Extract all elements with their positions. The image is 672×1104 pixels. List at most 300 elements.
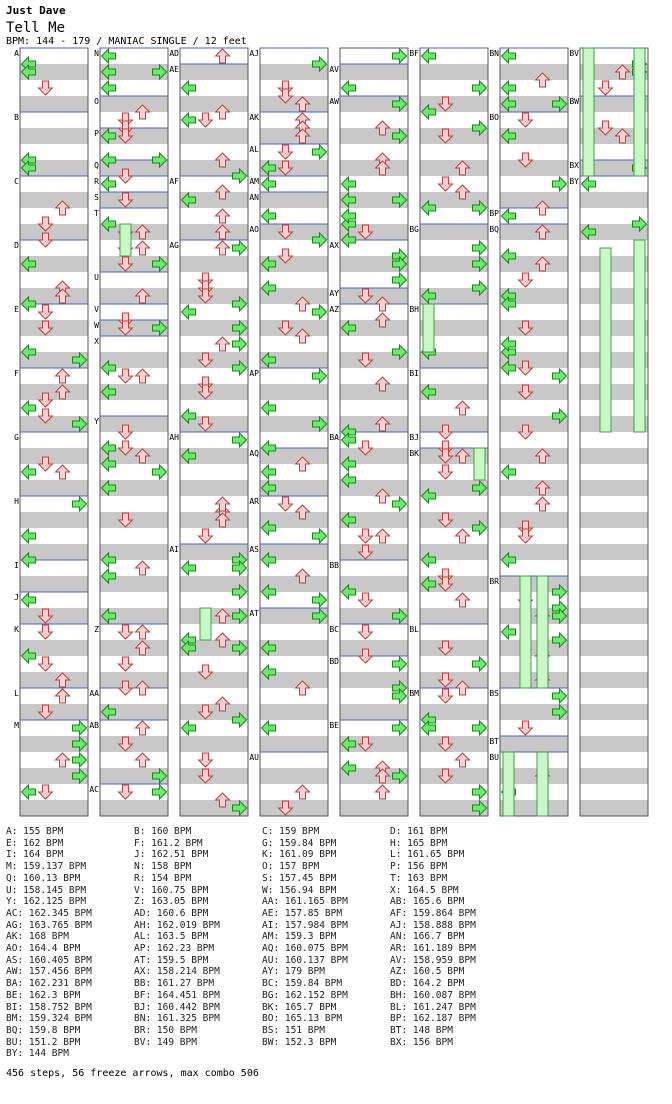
beat-stripe xyxy=(420,368,488,384)
beat-stripe xyxy=(20,672,88,688)
bpm-entry: O: 157 BPM xyxy=(262,861,320,873)
bpm-entry: AL: 163.5 BPM xyxy=(134,931,209,943)
bpm-marker-label: AJ xyxy=(249,49,259,58)
bpm-entry: AM: 159.3 BPM xyxy=(262,931,337,943)
beat-stripe xyxy=(180,752,248,768)
beat-stripe xyxy=(100,400,168,416)
chart-info: BPM: 144 - 179 / MANIAC SINGLE / 12 feet xyxy=(6,36,247,47)
bpm-entry: M: 159.137 BPM xyxy=(6,861,87,873)
bpm-entry: BU: 151.2 BPM xyxy=(6,1036,81,1048)
bpm-marker-label: AX xyxy=(329,241,339,250)
bpm-entry: F: 161.2 BPM xyxy=(134,837,203,849)
bpm-entry: BT: 148 BPM xyxy=(390,1024,453,1036)
bpm-entry: AD: 160.6 BPM xyxy=(134,907,209,919)
bpm-entry: T: 163 BPM xyxy=(390,872,448,884)
bpm-marker-label: Y xyxy=(94,417,99,426)
bpm-entry: J: 162.51 BPM xyxy=(134,849,209,861)
bpm-marker-label: AU xyxy=(249,753,259,762)
beat-stripe xyxy=(180,784,248,800)
song-title: Tell Me xyxy=(6,20,66,36)
bpm-marker-label: M xyxy=(14,721,19,730)
beat-stripe xyxy=(100,640,168,656)
beat-stripe xyxy=(500,656,568,672)
bpm-entry: AJ: 158.888 BPM xyxy=(390,919,476,931)
bpm-marker-label: BC xyxy=(329,625,339,634)
bpm-marker-label: G xyxy=(14,433,19,442)
beat-stripe xyxy=(500,384,568,400)
bpm-marker-label: O xyxy=(94,97,99,106)
bpm-entry: W: 156.94 BPM xyxy=(262,884,337,896)
bpm-marker-label: AL xyxy=(249,145,259,154)
bpm-marker-label: BK xyxy=(409,449,419,458)
freeze-arrow xyxy=(120,224,131,256)
freeze-arrow xyxy=(503,752,514,816)
beat-stripe xyxy=(180,528,248,544)
bpm-entry: AQ: 160.075 BPM xyxy=(262,943,348,955)
beat-stripe xyxy=(580,720,648,736)
beat-stripe xyxy=(340,528,408,544)
beat-stripe xyxy=(180,48,248,64)
beat-stripe xyxy=(580,672,648,688)
freeze-arrow xyxy=(634,240,645,432)
bpm-marker-label: K xyxy=(14,625,19,634)
beat-stripe xyxy=(180,480,248,496)
beat-stripe xyxy=(340,64,408,80)
beat-stripe xyxy=(180,208,248,224)
bpm-marker-label: BI xyxy=(409,369,419,378)
bpm-entry: BF: 164.451 BPM xyxy=(134,989,220,1001)
beat-stripe xyxy=(420,64,488,80)
bpm-marker-label: BL xyxy=(409,625,419,634)
beat-stripe xyxy=(500,144,568,160)
bpm-marker-label: AV xyxy=(329,65,339,74)
bpm-entry: AU: 160.137 BPM xyxy=(262,954,348,966)
beat-stripe xyxy=(20,192,88,208)
beat-stripe xyxy=(260,752,328,768)
bpm-entry: BK: 165.7 BPM xyxy=(262,1001,337,1013)
bpm-marker-label: Z xyxy=(94,625,99,634)
bpm-marker-label: BO xyxy=(489,113,499,122)
bpm-marker-label: BF xyxy=(409,49,419,58)
beat-stripe xyxy=(100,528,168,544)
beat-stripe xyxy=(100,592,168,608)
bpm-entry: BP: 162.187 BPM xyxy=(390,1013,476,1025)
bpm-entry: Q: 160.13 BPM xyxy=(6,872,81,884)
bpm-marker-label: BR xyxy=(489,577,499,586)
bpm-entry: N: 158 BPM xyxy=(134,861,192,873)
beat-stripe xyxy=(100,272,168,288)
bpm-marker-label: AA xyxy=(89,689,99,698)
bpm-entry: BS: 151 BPM xyxy=(262,1024,325,1036)
bpm-marker-label: AW xyxy=(329,97,339,106)
beat-stripe xyxy=(260,112,328,128)
beat-stripe xyxy=(260,496,328,512)
bpm-marker-label: AP xyxy=(249,369,259,378)
bpm-entry: AS: 160.405 BPM xyxy=(6,954,92,966)
beat-stripe xyxy=(180,464,248,480)
bpm-marker-label: AY xyxy=(329,289,339,298)
bpm-entry: BC: 159.84 BPM xyxy=(262,978,343,990)
beat-stripe xyxy=(20,128,88,144)
beat-stripe xyxy=(580,496,648,512)
beat-stripe xyxy=(20,80,88,96)
beat-stripe xyxy=(340,144,408,160)
bpm-entry: B: 160 BPM xyxy=(134,826,192,837)
beat-stripe xyxy=(20,448,88,464)
bpm-entry: BE: 162.3 BPM xyxy=(6,989,81,1001)
beat-stripe xyxy=(20,96,88,112)
beat-stripe xyxy=(500,224,568,240)
bpm-marker-label: BG xyxy=(409,225,419,234)
beat-stripe xyxy=(420,432,488,448)
bpm-marker-label: AD xyxy=(169,49,179,58)
bpm-marker-label: BD xyxy=(329,657,339,666)
beat-stripe xyxy=(580,608,648,624)
beat-stripe xyxy=(580,544,648,560)
bpm-marker-label: I xyxy=(14,561,19,570)
freeze-arrow xyxy=(583,48,594,176)
bpm-marker-label: AT xyxy=(249,609,259,618)
beat-stripe xyxy=(260,384,328,400)
bpm-entry: A: 155 BPM xyxy=(6,826,64,837)
beat-stripe xyxy=(340,400,408,416)
bpm-marker-label: X xyxy=(94,337,99,346)
bpm-entry: K: 161.09 BPM xyxy=(262,849,337,861)
beat-stripe xyxy=(20,432,88,448)
bpm-marker-label: BE xyxy=(329,721,339,730)
beat-stripe xyxy=(580,432,648,448)
beat-stripe xyxy=(580,752,648,768)
bpm-marker-label: AI xyxy=(169,545,179,554)
beat-stripe xyxy=(340,640,408,656)
bpm-entry: AY: 179 BPM xyxy=(262,966,325,978)
bpm-marker-label: BQ xyxy=(489,225,499,234)
beat-stripe xyxy=(580,592,648,608)
beat-stripe xyxy=(260,688,328,704)
beat-stripe xyxy=(20,608,88,624)
beat-stripe xyxy=(580,656,648,672)
beat-stripe xyxy=(420,176,488,192)
bpm-entry: BW: 152.3 BPM xyxy=(262,1036,337,1048)
bpm-marker-label: F xyxy=(14,369,19,378)
bpm-entry: P: 156 BPM xyxy=(390,861,448,873)
bpm-marker-label: BW xyxy=(569,97,579,106)
beat-stripe xyxy=(100,96,168,112)
beat-stripe xyxy=(180,736,248,752)
beat-stripe xyxy=(500,672,568,688)
bpm-marker-label: V xyxy=(94,305,99,314)
bpm-entry: BD: 164.2 BPM xyxy=(390,978,465,990)
beat-stripe xyxy=(260,800,328,816)
beat-stripe xyxy=(340,112,408,128)
beat-stripe xyxy=(500,496,568,512)
beat-stripe xyxy=(340,800,408,816)
bpm-marker-label: C xyxy=(14,177,19,186)
bpm-marker-label: BX xyxy=(569,161,579,170)
beat-stripe xyxy=(100,720,168,736)
bpm-entry: AB: 165.6 BPM xyxy=(390,896,465,908)
bpm-entry: V: 160.75 BPM xyxy=(134,884,209,896)
bpm-entry: AF: 159.864 BPM xyxy=(390,907,476,919)
beat-stripe xyxy=(100,736,168,752)
bpm-marker-label: BY xyxy=(569,177,579,186)
beat-stripe xyxy=(500,448,568,464)
beat-stripe xyxy=(100,304,168,320)
beat-stripe xyxy=(100,288,168,304)
bpm-entry: AX: 158.214 BPM xyxy=(134,966,220,978)
beat-stripe xyxy=(580,640,648,656)
beat-stripe xyxy=(20,320,88,336)
beat-stripe xyxy=(20,704,88,720)
bpm-entry: AN: 166.7 BPM xyxy=(390,931,465,943)
freeze-arrow xyxy=(634,48,645,176)
beat-stripe xyxy=(500,64,568,80)
bpm-entry: AA: 161.165 BPM xyxy=(262,896,348,908)
bpm-entry: AW: 157.456 BPM xyxy=(6,966,92,978)
bpm-legend xyxy=(6,826,526,1060)
bpm-entry: AV: 158.959 BPM xyxy=(390,954,476,966)
beat-stripe xyxy=(260,80,328,96)
beat-stripe xyxy=(20,208,88,224)
beat-stripe xyxy=(420,688,488,704)
beat-stripe xyxy=(260,96,328,112)
beat-stripe xyxy=(420,672,488,688)
bpm-marker-label: AB xyxy=(89,721,99,730)
beat-stripe xyxy=(340,368,408,384)
beat-stripe xyxy=(580,448,648,464)
bpm-marker-label: Q xyxy=(94,161,99,170)
bpm-entry: BG: 162.152 BPM xyxy=(262,989,348,1001)
beat-stripe xyxy=(180,688,248,704)
beat-stripe xyxy=(580,688,648,704)
bpm-entry: AZ: 160.5 BPM xyxy=(390,966,465,978)
bpm-marker-label: AS xyxy=(249,545,259,554)
bpm-entry: BH: 160.087 BPM xyxy=(390,989,476,1001)
beat-stripe xyxy=(20,240,88,256)
beat-stripe xyxy=(260,128,328,144)
bpm-entry: BV: 149 BPM xyxy=(134,1036,197,1048)
bpm-marker-label: R xyxy=(94,177,99,186)
beat-stripe xyxy=(580,704,648,720)
freeze-arrow xyxy=(474,448,485,480)
song-artist: Just Dave xyxy=(6,4,66,17)
bpm-entry: BX: 156 BPM xyxy=(390,1036,453,1048)
beat-stripe xyxy=(340,160,408,176)
bpm-marker-label: BS xyxy=(489,689,499,698)
beat-stripe xyxy=(500,736,568,752)
bpm-marker-label: AH xyxy=(169,433,179,442)
beat-stripe xyxy=(580,624,648,640)
bpm-marker-label: P xyxy=(94,129,99,138)
bpm-entry: Y: 162.125 BPM xyxy=(6,896,87,908)
bpm-marker-label: H xyxy=(14,497,19,506)
bpm-marker-label: J xyxy=(14,593,19,602)
beat-stripe xyxy=(100,688,168,704)
bpm-marker-label: U xyxy=(94,273,99,282)
bpm-marker-label: AC xyxy=(89,785,99,794)
beat-stripe xyxy=(500,192,568,208)
bpm-marker-label: BP xyxy=(489,209,499,218)
bpm-entry: X: 164.5 BPM xyxy=(390,884,459,896)
bpm-entry: AR: 161.189 BPM xyxy=(390,943,476,955)
bpm-marker-label: BA xyxy=(329,433,339,442)
bpm-entry: BI: 158.752 BPM xyxy=(6,1001,92,1013)
beat-stripe xyxy=(500,320,568,336)
beat-stripe xyxy=(580,736,648,752)
bpm-marker-label: AE xyxy=(169,65,179,74)
beat-stripe xyxy=(500,272,568,288)
beat-stripe xyxy=(180,224,248,240)
bpm-marker-label: BH xyxy=(409,305,419,314)
beat-stripe xyxy=(100,112,168,128)
bpm-entry: G: 159.84 BPM xyxy=(262,837,337,849)
beat-stripe xyxy=(500,528,568,544)
beat-stripe xyxy=(20,224,88,240)
beat-stripe xyxy=(500,512,568,528)
beat-stripe xyxy=(420,160,488,176)
beat-stripe xyxy=(100,496,168,512)
beat-stripe xyxy=(100,800,168,816)
beat-stripe xyxy=(180,96,248,112)
freeze-arrow xyxy=(520,576,531,688)
bpm-marker-label: E xyxy=(14,305,19,314)
beat-stripe xyxy=(20,384,88,400)
beat-stripe xyxy=(420,144,488,160)
beat-stripe xyxy=(580,192,648,208)
beat-stripe xyxy=(100,336,168,352)
bpm-entry: AI: 157.984 BPM xyxy=(262,919,348,931)
beat-stripe xyxy=(260,736,328,752)
beat-stripe xyxy=(20,576,88,592)
bpm-entry: C: 159 BPM xyxy=(262,826,320,837)
bpm-marker-label: AG xyxy=(169,241,179,250)
bpm-marker-label: AR xyxy=(249,497,259,506)
bpm-marker-label: BJ xyxy=(409,433,419,442)
beat-stripe xyxy=(100,624,168,640)
bpm-marker-label: AQ xyxy=(249,449,259,458)
beat-stripe xyxy=(420,736,488,752)
bpm-marker-label: N xyxy=(94,49,99,58)
bpm-entry: H: 165 BPM xyxy=(390,837,448,849)
bpm-entry: Z: 163.05 BPM xyxy=(134,896,209,908)
beat-stripe xyxy=(100,240,168,256)
beat-stripe xyxy=(420,416,488,432)
bpm-entry: U: 158.145 BPM xyxy=(6,884,87,896)
bpm-marker-label: BB xyxy=(329,561,339,570)
beat-stripe xyxy=(20,272,88,288)
bpm-entry: AK: 168 BPM xyxy=(6,931,69,943)
bpm-entry: BO: 165.13 BPM xyxy=(262,1013,343,1025)
freeze-arrow xyxy=(537,576,548,688)
beat-stripe xyxy=(340,288,408,304)
beat-stripe xyxy=(500,480,568,496)
bpm-entry: BB: 161.27 BPM xyxy=(134,978,215,990)
beat-stripe xyxy=(340,304,408,320)
beat-stripe xyxy=(20,512,88,528)
bpm-marker-label: D xyxy=(14,241,19,250)
beat-stripe xyxy=(340,544,408,560)
beat-stripe xyxy=(260,624,328,640)
bpm-marker-label: BN xyxy=(489,49,499,58)
beat-stripe xyxy=(20,480,88,496)
beat-stripe xyxy=(420,592,488,608)
bpm-entry: AG: 163.765 BPM xyxy=(6,919,92,931)
beat-stripe xyxy=(180,656,248,672)
beat-stripe xyxy=(580,576,648,592)
bpm-entry: L: 161.65 BPM xyxy=(390,849,465,861)
beat-stripe xyxy=(100,416,168,432)
bpm-marker-label: S xyxy=(94,193,99,202)
beat-stripe xyxy=(420,400,488,416)
bpm-marker-label: BU xyxy=(489,753,499,762)
bpm-entry: AH: 162.019 BPM xyxy=(134,919,220,931)
beat-stripe xyxy=(580,512,648,528)
freeze-arrow xyxy=(200,608,211,640)
beat-stripe xyxy=(100,192,168,208)
freeze-arrow xyxy=(537,752,548,816)
beat-stripe xyxy=(580,480,648,496)
beat-stripe xyxy=(100,512,168,528)
beat-stripe xyxy=(420,224,488,240)
beat-stripe xyxy=(20,112,88,128)
beat-stripe xyxy=(500,720,568,736)
beat-stripe xyxy=(500,160,568,176)
beat-stripe xyxy=(420,768,488,784)
beat-stripe xyxy=(580,528,648,544)
beat-stripe xyxy=(180,672,248,688)
beat-stripe xyxy=(20,688,88,704)
bpm-entry: AT: 159.5 BPM xyxy=(134,954,209,966)
bpm-marker-label: AK xyxy=(249,113,259,122)
beat-stripe xyxy=(180,496,248,512)
beat-stripe xyxy=(580,800,648,816)
beat-stripe xyxy=(340,384,408,400)
bpm-marker-label: A xyxy=(14,49,19,58)
beat-stripe xyxy=(180,256,248,272)
bpm-entry: S: 157.45 BPM xyxy=(262,872,337,884)
bpm-marker-label: AM xyxy=(249,177,259,186)
bpm-entry: BM: 159.324 BPM xyxy=(6,1013,92,1025)
bpm-marker-label: AZ xyxy=(329,305,339,314)
beat-stripe xyxy=(100,672,168,688)
bpm-entry: BJ: 160.442 BPM xyxy=(134,1001,220,1013)
beat-stripe xyxy=(180,384,248,400)
bpm-marker-label: BT xyxy=(489,737,499,746)
freeze-arrow xyxy=(600,248,611,432)
beat-stripe xyxy=(180,128,248,144)
chart-summary: 456 steps, 56 freeze arrows, max combo 506 xyxy=(6,1068,259,1079)
beat-stripe xyxy=(340,560,408,576)
bpm-entry: BL: 161.247 BPM xyxy=(390,1001,476,1013)
beat-stripe xyxy=(100,752,168,768)
bpm-entry: BR: 150 BPM xyxy=(134,1024,197,1036)
beat-stripe xyxy=(180,144,248,160)
bpm-marker-label: B xyxy=(14,113,19,122)
bpm-marker-label: AF xyxy=(169,177,179,186)
bpm-entry: E: 162 BPM xyxy=(6,837,64,849)
bpm-marker-label: BV xyxy=(569,49,579,58)
freeze-arrow xyxy=(423,304,434,352)
beat-stripe xyxy=(260,704,328,720)
beat-stripe xyxy=(580,464,648,480)
beat-stripe xyxy=(180,64,248,80)
beat-stripe xyxy=(260,768,328,784)
beat-stripe xyxy=(580,784,648,800)
beat-stripe xyxy=(420,752,488,768)
bpm-entry: AC: 162.345 BPM xyxy=(6,907,92,919)
beat-stripe xyxy=(260,336,328,352)
beat-stripe xyxy=(20,176,88,192)
